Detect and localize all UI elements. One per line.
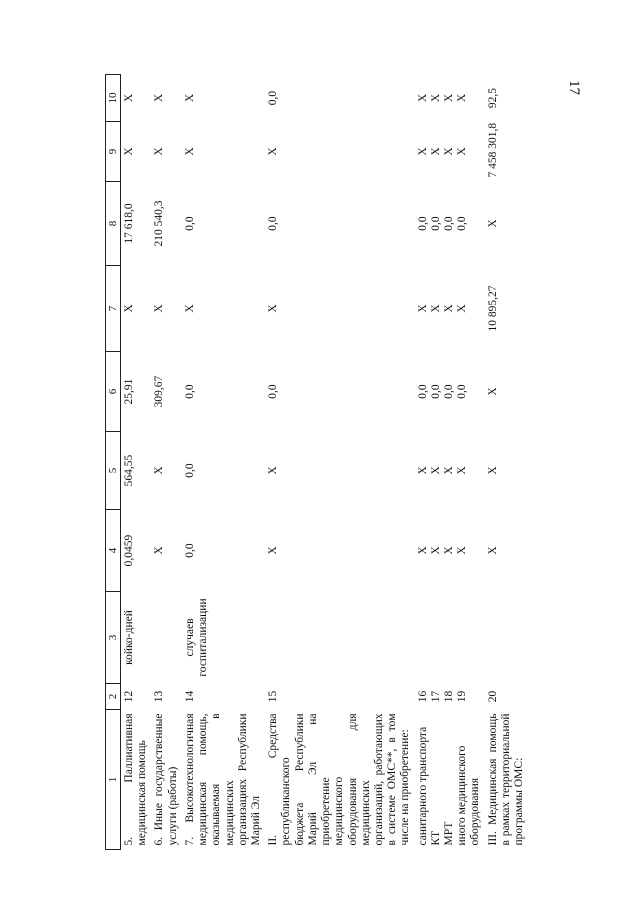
cell: X <box>429 93 442 103</box>
row-number: 14 <box>183 690 196 703</box>
cell-col5: X <box>153 466 166 475</box>
subitem-col5 <box>415 432 485 510</box>
table-row-subitems <box>415 75 485 850</box>
cell-col9: 7 458 301,8 <box>486 122 499 178</box>
header-cell: 6 <box>106 352 121 432</box>
cell-col5: 564,55 <box>123 454 135 487</box>
subitem-name: санитарного транспорта <box>416 726 429 846</box>
subitem-number: 18 <box>443 690 456 703</box>
cell: X <box>456 93 469 103</box>
subitem-number: 16 <box>416 690 429 703</box>
header-row <box>106 75 121 850</box>
table-row <box>182 75 265 850</box>
cell: X <box>416 147 429 156</box>
cell: X <box>416 546 429 555</box>
cell: X <box>416 93 429 103</box>
header-cell: 3 <box>106 592 121 684</box>
cell-col8: 17 618,0 <box>123 203 135 244</box>
table-row <box>151 75 181 850</box>
header-cell: 9 <box>106 122 121 182</box>
header-cell: 1 <box>106 710 121 850</box>
row-name: II. Средства республиканского бюджета Республики Марий Эл на приобретение медицинского оборудования для медицинских организаций, работающих в системе ОМС**, в том числе на приобретение: <box>267 713 412 846</box>
cell: X <box>443 93 456 103</box>
subitem-name: МРТ <box>443 821 456 846</box>
data-table <box>105 74 528 850</box>
row-name: III. Медицинская помощь в рамках территориальной программы ОМС: <box>486 713 526 846</box>
cell-col10: X <box>123 93 135 103</box>
cell: 0,0 <box>416 384 429 399</box>
cell-col8: 0,0 <box>267 216 280 231</box>
unit <box>151 592 181 684</box>
cell-col8: 0,0 <box>183 216 196 231</box>
cell-col7: X <box>267 304 280 313</box>
cell-col6: 309,67 <box>153 375 166 408</box>
cell-col6: 0,0 <box>183 384 196 399</box>
cell-col9: X <box>267 147 280 156</box>
unit <box>265 592 414 684</box>
header-cell: 5 <box>106 432 121 510</box>
table-row <box>265 75 414 850</box>
cell-col7: X <box>183 304 196 313</box>
cell-col6: 0,0 <box>267 384 280 399</box>
subitem-col6 <box>415 352 485 432</box>
cell-col4: 0,0459 <box>123 534 135 567</box>
row-name: 7. Высокотехнологичная медицинская помощь, оказываемая в медицинских организациях Республики Марий Эл <box>183 713 262 846</box>
cell-col5: X <box>486 466 499 475</box>
cell: 0,0 <box>429 384 442 399</box>
row-number: 12 <box>123 690 135 703</box>
cell-col8: X <box>486 219 499 228</box>
cell: X <box>456 147 469 156</box>
cell: 0,0 <box>429 216 442 231</box>
cell: X <box>429 466 442 475</box>
cell: X <box>429 304 442 313</box>
cell: X <box>443 546 456 555</box>
cell-col9: X <box>123 147 135 156</box>
subitem-number: 19 <box>456 690 469 703</box>
cell: 0,0 <box>456 384 469 399</box>
cell-col4: X <box>267 546 280 555</box>
cell-col7: X <box>123 304 135 313</box>
subitem-name: КТ <box>429 830 442 846</box>
cell-col5: 0,0 <box>183 463 196 478</box>
subitem-col7 <box>415 266 485 352</box>
cell-col9: X <box>153 147 166 156</box>
cell: X <box>443 466 456 475</box>
subitem-col4 <box>415 510 485 592</box>
header-cell: 4 <box>106 510 121 592</box>
cell: 0,0 <box>456 216 469 231</box>
header-cell: 7 <box>106 266 121 352</box>
cell-col10: X <box>183 93 196 103</box>
cell-col5: X <box>267 466 280 475</box>
row-number: 20 <box>486 690 499 703</box>
cell-col9: X <box>183 147 196 156</box>
header-cell: 2 <box>106 684 121 710</box>
cell: X <box>443 147 456 156</box>
row-name: 6. Иные государственные услуги (работы) <box>153 713 179 846</box>
subitem-numbers <box>415 684 485 710</box>
unit <box>485 592 529 684</box>
subitem-names <box>415 710 485 850</box>
header-cell: 8 <box>106 182 121 266</box>
data-table-container <box>105 74 528 850</box>
cell-col7: X <box>153 304 166 313</box>
cell: X <box>429 147 442 156</box>
cell-col7: 10 895,27 <box>486 285 499 332</box>
subitem-units <box>415 592 485 684</box>
cell-col4: 0,0 <box>183 543 196 558</box>
cell: X <box>456 546 469 555</box>
cell: X <box>443 304 456 313</box>
unit: койко-дней <box>123 610 135 665</box>
cell-col10: X <box>153 93 166 103</box>
cell: X <box>429 546 442 555</box>
cell: X <box>456 304 469 313</box>
table-row <box>121 75 152 850</box>
cell: 0,0 <box>416 216 429 231</box>
cell-col4: X <box>486 546 499 555</box>
page-number: 17 <box>566 80 582 95</box>
cell-col10: 92,5 <box>486 87 499 109</box>
cell: X <box>456 466 469 475</box>
unit: случаев госпитализации <box>183 598 210 677</box>
cell: 0,0 <box>443 384 456 399</box>
table-row <box>485 75 529 850</box>
row-number: 13 <box>153 690 166 703</box>
cell-col4: X <box>153 546 166 555</box>
cell-col6: X <box>486 387 499 396</box>
subitem-number: 17 <box>429 690 442 703</box>
subitem-col10 <box>415 75 485 122</box>
cell: 0,0 <box>443 216 456 231</box>
cell-col10: 0,0 <box>267 90 280 106</box>
row-number: 15 <box>267 690 280 703</box>
header-cell: 10 <box>106 75 121 122</box>
cell: X <box>416 466 429 475</box>
row-name: 5. Паллиативная медицинская помощь <box>123 713 149 846</box>
subitem-col8 <box>415 182 485 266</box>
subitem-col9 <box>415 122 485 182</box>
cell: X <box>416 304 429 313</box>
cell-col6: 25,91 <box>123 378 135 405</box>
subitem-name: иного медицинского оборудования <box>456 745 482 846</box>
cell-col8: 210 540,3 <box>153 200 166 247</box>
